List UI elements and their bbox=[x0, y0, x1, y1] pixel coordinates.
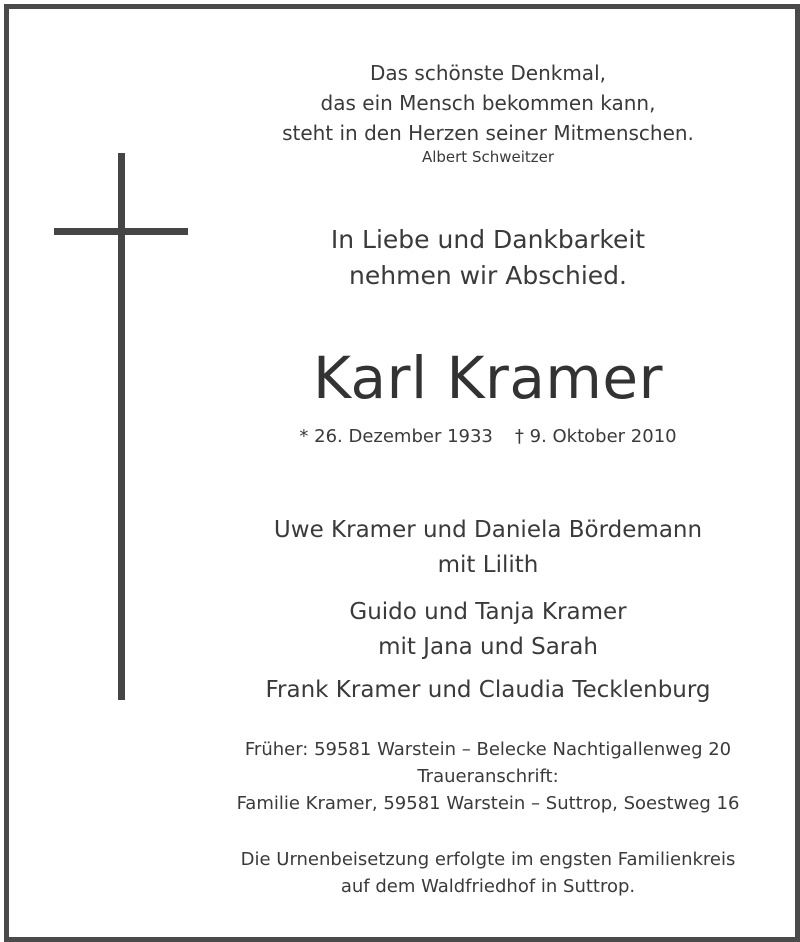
burial-line-1: Die Urnenbeisetzung erfolgte im engsten Familienkreis bbox=[240, 849, 736, 870]
quote-line-1: Das schönste Denkmal, bbox=[370, 61, 606, 85]
family-group-2-line-2: mit Jana und Sarah bbox=[378, 634, 598, 660]
cross-vertical-bar bbox=[118, 153, 125, 700]
quote-line-2: das ein Mensch bekommen kann, bbox=[320, 91, 656, 115]
death-date: † 9. Oktober 2010 bbox=[514, 426, 677, 447]
family-group-3-line-1: Frank Kramer und Claudia Tecklenburg bbox=[265, 677, 711, 703]
cross-horizontal-bar bbox=[54, 228, 188, 235]
burial-note bbox=[188, 846, 788, 900]
life-dates bbox=[188, 424, 788, 450]
family-group-1-line-1: Uwe Kramer und Daniela Bördemann bbox=[273, 517, 703, 543]
family-group-2-line-1: Guido und Tanja Kramer bbox=[349, 599, 627, 625]
birth-date: * 26. Dezember 1933 bbox=[299, 426, 493, 447]
family-group-3 bbox=[188, 673, 788, 708]
farewell-text bbox=[188, 222, 788, 294]
former-address: Früher: 59581 Warstein – Belecke Nachtigallenweg 20 bbox=[244, 739, 732, 760]
burial-line-2: auf dem Waldfriedhof in Suttrop. bbox=[340, 876, 636, 897]
quote bbox=[188, 58, 788, 168]
farewell-line-1: In Liebe und Dankbarkeit bbox=[330, 225, 646, 254]
quote-author: Albert Schweitzer bbox=[421, 148, 555, 166]
deceased-name: Karl Kramer bbox=[313, 344, 663, 412]
farewell-line-2: nehmen wir Abschied. bbox=[349, 261, 627, 290]
family-group-1 bbox=[188, 513, 788, 583]
family-group-2 bbox=[188, 595, 788, 665]
mourning-address-label: Traueranschrift: bbox=[417, 766, 559, 787]
mourning-address: Familie Kramer, 59581 Warstein – Suttrop, Soestweg 16 bbox=[236, 793, 740, 814]
quote-line-3: steht in den Herzen seiner Mitmenschen. bbox=[282, 121, 694, 145]
address-block bbox=[188, 736, 788, 817]
family-group-1-line-2: mit Lilith bbox=[437, 552, 539, 578]
